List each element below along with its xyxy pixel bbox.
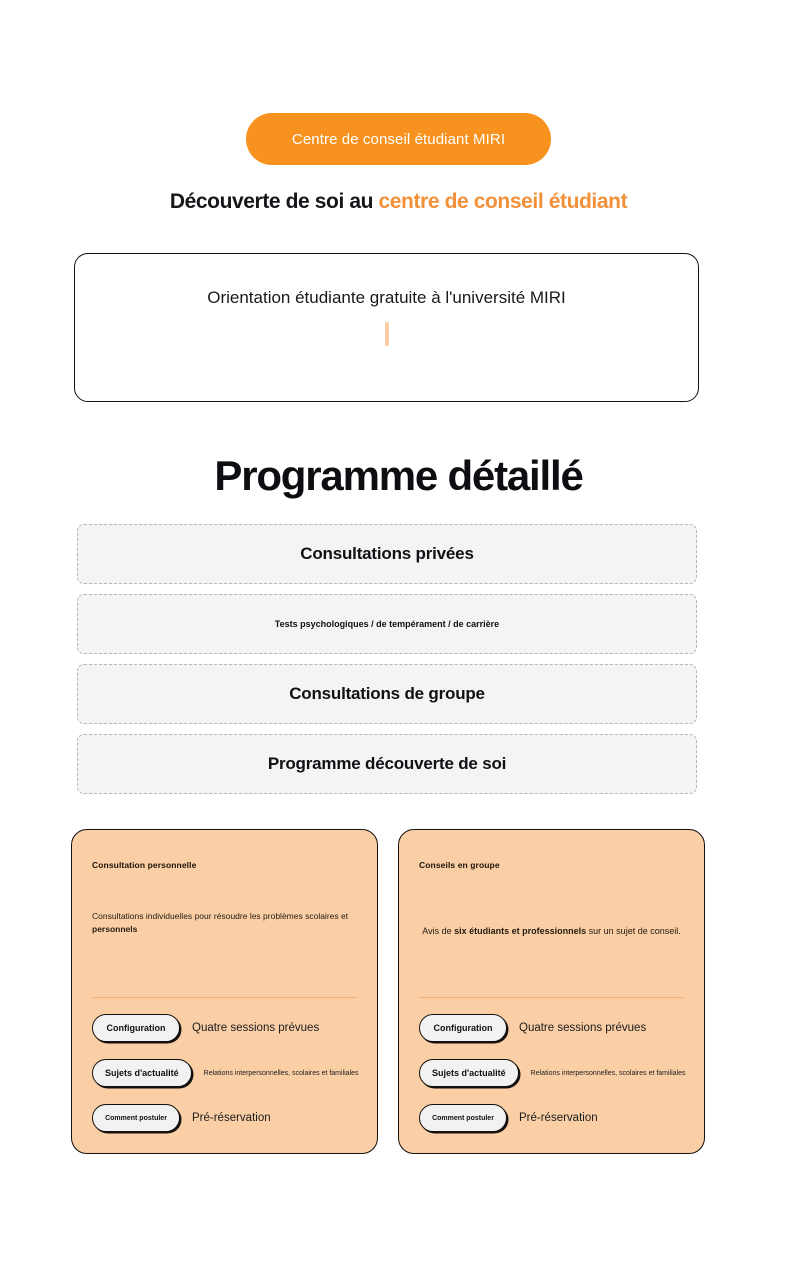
row-value: Quatre sessions prévues [519,1022,647,1034]
info-row-apply [419,1104,688,1132]
info-row-configuration [419,1014,688,1042]
row-value: Relations interpersonnelles, scolaires et familiales [203,1069,359,1077]
row-value: Quatre sessions prévues [192,1022,320,1034]
page-title: Programme détaillé [214,452,583,499]
intro-outline-card [74,253,699,402]
row-value: Pré-réservation [192,1112,271,1124]
pill-label: Comment postuler [432,1114,494,1122]
desc-plain-2: sur un sujet de conseil. [586,926,681,936]
info-row-topics [92,1059,361,1087]
row-value: Pré-réservation [519,1112,598,1124]
pill-topics[interactable] [92,1059,192,1087]
info-card-personal [71,829,378,1154]
info-row-topics [419,1059,688,1087]
pill-configuration[interactable] [92,1014,180,1042]
program-item-label: Programme découverte de soi [267,754,507,773]
desc-bold: personnels [92,924,138,935]
card-divider [419,997,684,998]
info-card-rows [419,1014,688,1132]
pill-apply[interactable] [419,1104,507,1132]
desc-plain-1: Avis de [422,926,455,936]
intro-card-text: Orientation étudiante gratuite à l'université MIRI [207,288,566,307]
program-item-label: Tests psychologiques / de tempérament / de carrière [274,619,500,629]
program-item-label: Consultations privées [300,544,474,563]
card-divider [92,997,357,998]
subheading-plain: Découverte de soi au [169,190,379,213]
info-card-title: Consultation personnelle [92,860,197,870]
program-item-1[interactable] [77,594,697,654]
pill-topics[interactable] [419,1059,519,1087]
subheading-accent: centre de conseil étudiant [378,190,628,213]
program-item-3[interactable] [77,734,697,794]
row-value: Relations interpersonnelles, scolaires et familiales [530,1069,686,1077]
pill-label: Configuration [433,1023,493,1033]
pill-configuration[interactable] [419,1014,507,1042]
info-card-title: Conseils en groupe [419,860,500,870]
badge-container [0,113,797,165]
info-cards-row [71,829,726,1154]
info-row-configuration [92,1014,361,1042]
info-card-group [398,829,705,1154]
program-item-2[interactable] [77,664,697,724]
text-caret-icon [385,322,389,346]
program-list [77,524,697,794]
info-card-description [92,910,357,936]
info-card-description [419,925,684,939]
centre-badge-button[interactable]: Centre de conseil étudiant MIRI [246,113,551,165]
pill-apply[interactable] [92,1104,180,1132]
program-item-0[interactable] [77,524,697,584]
info-card-rows [92,1014,361,1132]
desc-plain-1: Consultations individuelles pour résoudre les problèmes scolaires et [92,911,349,921]
program-item-label: Consultations de groupe [289,684,485,703]
info-row-apply [92,1104,361,1132]
pill-label: Configuration [106,1023,166,1033]
pill-label: Sujets d'actualité [432,1068,506,1078]
desc-bold: six étudiants et professionnels [454,926,587,936]
subheading [0,190,797,214]
pill-label: Comment postuler [105,1114,167,1122]
pill-label: Sujets d'actualité [105,1068,179,1078]
